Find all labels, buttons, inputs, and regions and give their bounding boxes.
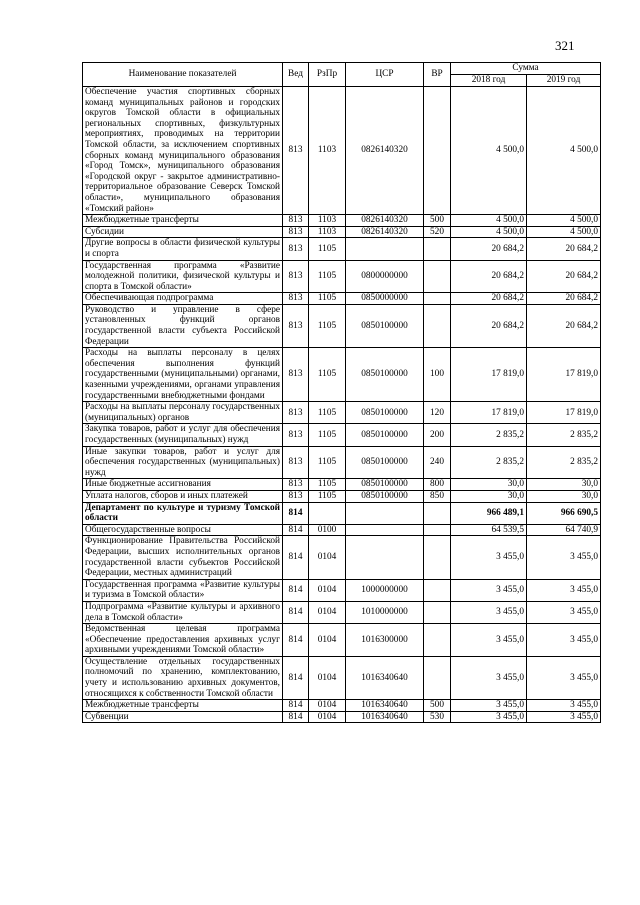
cell-csr: 0826140320: [346, 215, 424, 227]
cell-2019: 20 684,2: [527, 238, 601, 260]
cell-name: Общегосударственные вопросы: [83, 524, 283, 536]
cell-ved: 813: [283, 238, 309, 260]
cell-2018: 20 684,2: [451, 238, 527, 260]
cell-2018: 20 684,2: [451, 293, 527, 305]
cell-vr: [424, 293, 451, 305]
cell-vr: [424, 502, 451, 524]
cell-rzpr: 0104: [309, 624, 346, 657]
table-row: [83, 446, 601, 479]
cell-vr: [424, 656, 451, 699]
cell-rzpr: 1105: [309, 424, 346, 446]
cell-2019: 3 455,0: [527, 656, 601, 699]
cell-2018: 64 539,5: [451, 524, 527, 536]
table-row: [83, 238, 601, 260]
cell-name: Межбюджетные трансферты: [83, 700, 283, 712]
header-ved: Вед: [283, 63, 309, 87]
cell-csr: 0850100000: [346, 304, 424, 347]
cell-name: Иные закупки товаров, работ и услуг для обеспечения государственных (муниципальных) нужд: [83, 446, 283, 479]
cell-rzpr: 1103: [309, 226, 346, 238]
table-row: [83, 87, 601, 215]
cell-name: Межбюджетные трансферты: [83, 215, 283, 227]
cell-ved: 813: [283, 87, 309, 215]
cell-csr: 0800000000: [346, 260, 424, 293]
cell-2019: 4 500,0: [527, 226, 601, 238]
table-row: [83, 536, 601, 579]
cell-rzpr: 1105: [309, 238, 346, 260]
cell-ved: 814: [283, 536, 309, 579]
cell-2019: 3 455,0: [527, 711, 601, 723]
cell-vr: [424, 536, 451, 579]
header-2019: 2019 год: [527, 75, 601, 87]
cell-2019: 2 835,2: [527, 424, 601, 446]
table-row: [83, 490, 601, 502]
cell-2018: 966 489,1: [451, 502, 527, 524]
cell-2018: 17 819,0: [451, 402, 527, 424]
cell-2019: 20 684,2: [527, 260, 601, 293]
cell-ved: 813: [283, 304, 309, 347]
table-row: [83, 700, 601, 712]
cell-ved: 813: [283, 479, 309, 491]
cell-rzpr: 1103: [309, 215, 346, 227]
cell-rzpr: 0104: [309, 536, 346, 579]
cell-2018: 30,0: [451, 479, 527, 491]
cell-2018: 3 455,0: [451, 536, 527, 579]
cell-ved: 814: [283, 601, 309, 623]
cell-2019: 4 500,0: [527, 215, 601, 227]
cell-ved: 813: [283, 260, 309, 293]
cell-ved: 814: [283, 502, 309, 524]
cell-csr: 0850100000: [346, 348, 424, 402]
cell-name: Иные бюджетные ассигнования: [83, 479, 283, 491]
cell-2018: 20 684,2: [451, 304, 527, 347]
cell-vr: 520: [424, 226, 451, 238]
cell-2019: 4 500,0: [527, 87, 601, 215]
cell-2018: 30,0: [451, 490, 527, 502]
cell-name: Государственная программа «Развитие культуры и туризма в Томской области»: [83, 579, 283, 601]
cell-name: Другие вопросы в области физической культуры и спорта: [83, 238, 283, 260]
cell-vr: 800: [424, 479, 451, 491]
table-row: [83, 624, 601, 657]
table-row: [83, 579, 601, 601]
cell-name: Обеспечивающая подпрограмма: [83, 293, 283, 305]
cell-ved: 814: [283, 624, 309, 657]
cell-2019: 17 819,0: [527, 402, 601, 424]
cell-ved: 814: [283, 711, 309, 723]
cell-2018: 4 500,0: [451, 87, 527, 215]
table-row: [83, 479, 601, 491]
cell-2018: 3 455,0: [451, 579, 527, 601]
table-row: [83, 424, 601, 446]
cell-2019: 3 455,0: [527, 601, 601, 623]
table-row: [83, 260, 601, 293]
cell-2019: 30,0: [527, 479, 601, 491]
cell-vr: [424, 524, 451, 536]
cell-2018: 4 500,0: [451, 226, 527, 238]
table-row: [83, 601, 601, 623]
cell-name: Уплата налогов, сборов и иных платежей: [83, 490, 283, 502]
cell-2019: 20 684,2: [527, 293, 601, 305]
cell-ved: 814: [283, 579, 309, 601]
cell-csr: 0850000000: [346, 293, 424, 305]
table-row: [83, 524, 601, 536]
cell-2019: 3 455,0: [527, 579, 601, 601]
cell-name: Руководство и управление в сфере установленных функций органов государственной власти субъекта Российской Федерации: [83, 304, 283, 347]
cell-rzpr: 0104: [309, 601, 346, 623]
header-csr: ЦСР: [346, 63, 424, 87]
cell-rzpr: 0104: [309, 656, 346, 699]
cell-vr: 100: [424, 348, 451, 402]
cell-2018: 3 455,0: [451, 624, 527, 657]
cell-2019: 966 690,5: [527, 502, 601, 524]
table-row: [83, 711, 601, 723]
cell-2019: 20 684,2: [527, 304, 601, 347]
header-row: [83, 63, 601, 75]
page-number: 321: [555, 38, 575, 53]
cell-csr: [346, 502, 424, 524]
cell-vr: [424, 304, 451, 347]
cell-ved: 813: [283, 226, 309, 238]
cell-name: Субвенции: [83, 711, 283, 723]
cell-2018: 4 500,0: [451, 215, 527, 227]
cell-2019: 3 455,0: [527, 700, 601, 712]
cell-vr: 500: [424, 215, 451, 227]
cell-name: Государственная программа «Развитие молодежной политики, физической культуры и спорта в Томской области»: [83, 260, 283, 293]
cell-name: Подпрограмма «Развитие культуры и архивного дела в Томской области»: [83, 601, 283, 623]
cell-vr: [424, 260, 451, 293]
cell-2018: 17 819,0: [451, 348, 527, 402]
header-vr: ВР: [424, 63, 451, 87]
cell-rzpr: 0104: [309, 700, 346, 712]
budget-table: [82, 62, 601, 723]
cell-rzpr: 1105: [309, 260, 346, 293]
cell-rzpr: 1105: [309, 293, 346, 305]
table-row: [83, 348, 601, 402]
cell-csr: 0826140320: [346, 87, 424, 215]
cell-rzpr: 0104: [309, 711, 346, 723]
cell-csr: 1016340640: [346, 656, 424, 699]
cell-rzpr: 1103: [309, 87, 346, 215]
cell-name: Департамент по культуре и туризму Томской области: [83, 502, 283, 524]
header-rzpr: РзПр: [309, 63, 346, 87]
table-body: [83, 87, 601, 723]
cell-ved: 813: [283, 348, 309, 402]
cell-name: Расходы на выплаты персоналу государственных (муниципальных) органов: [83, 402, 283, 424]
cell-ved: 813: [283, 215, 309, 227]
cell-csr: 1016340640: [346, 700, 424, 712]
cell-rzpr: 1105: [309, 402, 346, 424]
cell-name: Субсидии: [83, 226, 283, 238]
cell-vr: [424, 579, 451, 601]
cell-rzpr: 0104: [309, 579, 346, 601]
cell-2018: 3 455,0: [451, 711, 527, 723]
cell-name: Ведомственная целевая программа «Обеспечение предоставления архивных услуг архивными учреждениями Томской области»: [83, 624, 283, 657]
cell-2018: 20 684,2: [451, 260, 527, 293]
cell-rzpr: 1105: [309, 304, 346, 347]
cell-2018: 3 455,0: [451, 700, 527, 712]
cell-rzpr: 1105: [309, 490, 346, 502]
cell-csr: [346, 524, 424, 536]
cell-name: Функционирование Правительства Российской Федерации, высших исполнительных органов государственной власти субъектов Российской Федерации, местных администраций: [83, 536, 283, 579]
cell-vr: [424, 87, 451, 215]
cell-vr: 200: [424, 424, 451, 446]
cell-ved: 813: [283, 490, 309, 502]
cell-ved: 814: [283, 700, 309, 712]
header-sum: Сумма: [451, 63, 601, 75]
cell-csr: 1000000000: [346, 579, 424, 601]
cell-csr: 1016340640: [346, 711, 424, 723]
cell-csr: 0850100000: [346, 479, 424, 491]
cell-2019: 2 835,2: [527, 446, 601, 479]
table-row: [83, 293, 601, 305]
cell-csr: 1016300000: [346, 624, 424, 657]
cell-rzpr: [309, 502, 346, 524]
cell-rzpr: 0100: [309, 524, 346, 536]
cell-vr: [424, 624, 451, 657]
cell-ved: 814: [283, 656, 309, 699]
cell-ved: 813: [283, 293, 309, 305]
cell-vr: 850: [424, 490, 451, 502]
cell-vr: 120: [424, 402, 451, 424]
table-row: [83, 215, 601, 227]
cell-name: Закупка товаров, работ и услуг для обеспечения государственных (муниципальных) нужд: [83, 424, 283, 446]
cell-2018: 3 455,0: [451, 601, 527, 623]
header-name: Наименование показателей: [83, 63, 283, 87]
table-row: [83, 226, 601, 238]
cell-vr: 530: [424, 711, 451, 723]
cell-name: Осуществление отдельных государственных полномочий по хранению, комплектованию, учету и использованию архивных документов, относящихся к собственности Томской области: [83, 656, 283, 699]
cell-2018: 2 835,2: [451, 424, 527, 446]
cell-name: Расходы на выплаты персоналу в целях обеспечения выполнения функций государственными (муниципальными) органами, казенными учреждениями, органами управления государственными внебюджетными фондами: [83, 348, 283, 402]
cell-csr: 0850100000: [346, 490, 424, 502]
cell-2019: 64 740,9: [527, 524, 601, 536]
cell-2019: 17 819,0: [527, 348, 601, 402]
cell-2019: 3 455,0: [527, 536, 601, 579]
cell-2018: 3 455,0: [451, 656, 527, 699]
cell-vr: 240: [424, 446, 451, 479]
cell-ved: 813: [283, 424, 309, 446]
cell-rzpr: 1105: [309, 446, 346, 479]
cell-rzpr: 1105: [309, 348, 346, 402]
cell-ved: 813: [283, 402, 309, 424]
table-row: [83, 304, 601, 347]
cell-csr: 0850100000: [346, 446, 424, 479]
cell-csr: 0826140320: [346, 226, 424, 238]
cell-ved: 814: [283, 524, 309, 536]
cell-csr: 0850100000: [346, 424, 424, 446]
table-row: [83, 502, 601, 524]
table-row: [83, 656, 601, 699]
cell-2019: 3 455,0: [527, 624, 601, 657]
cell-csr: [346, 238, 424, 260]
cell-name: Обеспечение участия спортивных сборных команд муниципальных районов и городских округов Томской области в официальных региональных спортивных, физкультурных мероприятиях, проводимых на территории Томской области, за исключением спортивных сборных команд муниципального образования «Город Томск», муниципального образования «Городской округ - закрытое административно-территориальное образование Северск Томской области», муниципального образования «Томский район»: [83, 87, 283, 215]
cell-ved: 813: [283, 446, 309, 479]
cell-csr: [346, 536, 424, 579]
cell-vr: 500: [424, 700, 451, 712]
cell-rzpr: 1105: [309, 479, 346, 491]
cell-csr: 1010000000: [346, 601, 424, 623]
cell-2018: 2 835,2: [451, 446, 527, 479]
cell-2019: 30,0: [527, 490, 601, 502]
cell-csr: 0850100000: [346, 402, 424, 424]
header-2018: 2018 год: [451, 75, 527, 87]
table-row: [83, 402, 601, 424]
cell-vr: [424, 238, 451, 260]
cell-vr: [424, 601, 451, 623]
